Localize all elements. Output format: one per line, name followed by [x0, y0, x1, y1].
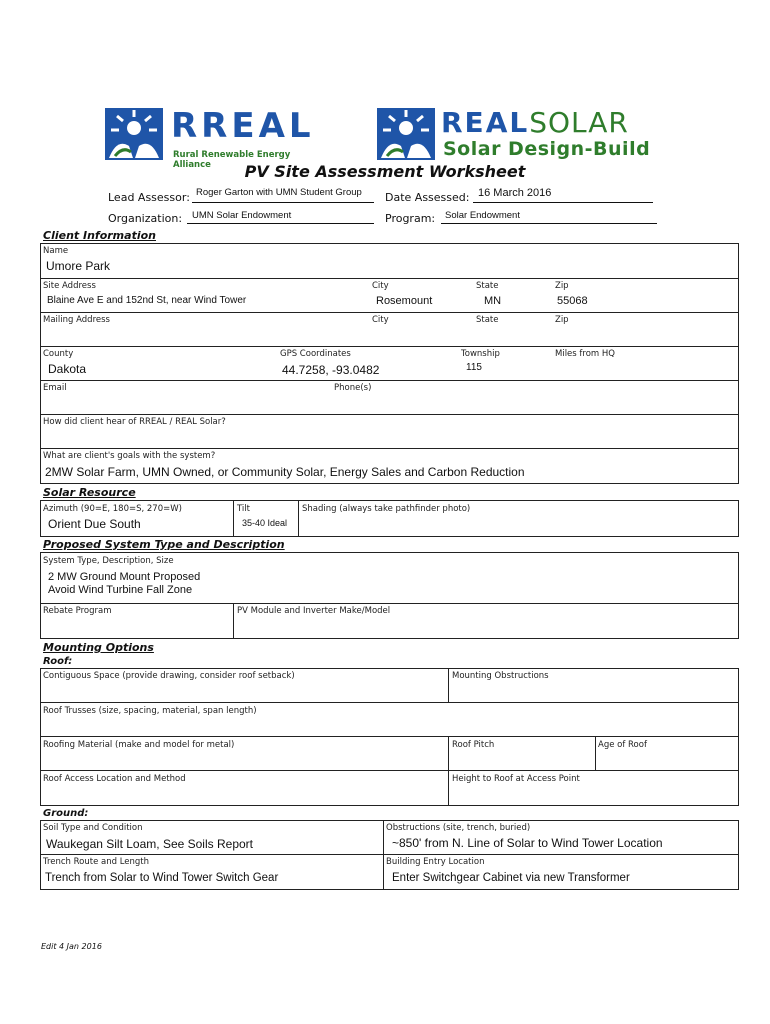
rebate-divider: [233, 603, 234, 639]
solar-resource-heading: Solar Resource: [43, 486, 136, 499]
email-label: Email: [43, 383, 67, 393]
organization-label: Organization:: [108, 212, 183, 225]
soil-label: Soil Type and Condition: [43, 823, 143, 833]
proposed-system-heading: Proposed System Type and Description: [43, 538, 285, 551]
roofing-material-label: Roofing Material (make and model for metal): [43, 740, 235, 750]
building-entry-value[interactable]: Enter Switchgear Cabinet via new Transformer: [392, 872, 630, 884]
soil-value[interactable]: Waukegan Silt Loam, See Soils Report: [46, 837, 253, 851]
client-information-heading: Client Information: [43, 229, 156, 242]
goals-label: What are client's goals with the system?: [43, 451, 216, 461]
azimuth-value[interactable]: Orient Due South: [48, 517, 141, 531]
building-entry-label: Building Entry Location: [386, 857, 485, 867]
roof-heading: Roof:: [43, 656, 73, 667]
site-address-value[interactable]: Blaine Ave E and 152nd St, near Wind Tower: [47, 295, 247, 306]
site-address-label: Site Address: [43, 281, 96, 291]
realsolar-logo: [377, 106, 651, 162]
how-heard-label: How did client hear of RREAL / REAL Solar?: [43, 417, 226, 427]
mounting-obstructions-label: Mounting Obstructions: [452, 671, 549, 681]
sun-hands-icon: [105, 108, 163, 160]
ground-obstructions-value[interactable]: ~850' from N. Line of Solar to Wind Tower Location: [392, 836, 663, 850]
client-name-value[interactable]: Umore Park: [46, 259, 111, 273]
trench-label: Trench Route and Length: [43, 857, 150, 867]
tilt-divider: [233, 500, 234, 537]
mounting-options-heading: Mounting Options: [43, 641, 154, 654]
site-zip-value[interactable]: 55068: [557, 295, 588, 307]
organization-value[interactable]: UMN Solar Endowment: [192, 210, 292, 221]
roof-age-label: Age of Roof: [598, 740, 647, 750]
mailing-state-label: State: [476, 315, 499, 325]
trench-value[interactable]: Trench from Solar to Wind Tower Switch Gear: [45, 872, 279, 884]
realsolar-tagline: Solar Design-Build: [443, 138, 651, 160]
shading-label: Shading (always take pathfinder photo): [302, 504, 471, 514]
roof-pitch-label: Roof Pitch: [452, 740, 495, 750]
date-assessed-label: Date Assessed:: [385, 191, 470, 204]
roof-access-label: Roof Access Location and Method: [43, 774, 186, 784]
realsolar-solar: SOLAR: [529, 106, 629, 139]
phone-label: Phone(s): [334, 383, 372, 393]
contiguous-divider: [448, 668, 449, 703]
azimuth-label: Azimuth (90=E, 180=S, 270=W): [43, 504, 182, 514]
mailing-address-row[interactable]: [40, 312, 739, 347]
county-label: County: [43, 349, 74, 359]
township-value[interactable]: 115: [466, 362, 482, 373]
county-row[interactable]: [40, 346, 739, 381]
site-city-label: City: [372, 281, 389, 291]
county-value[interactable]: Dakota: [48, 362, 87, 376]
contiguous-label: Contiguous Space (provide drawing, consider roof setback): [43, 671, 295, 681]
site-zip-label: Zip: [555, 281, 569, 291]
rreal-tagline: Rural Renewable Energy Alliance: [173, 150, 291, 170]
roof-height-label: Height to Roof at Access Point: [452, 774, 580, 784]
realsolar-wordmark: [441, 106, 629, 139]
system-type-value-2[interactable]: Avoid Wind Turbine Fall Zone: [48, 584, 193, 596]
mailing-zip-label: Zip: [555, 315, 569, 325]
client-name-row[interactable]: [40, 243, 739, 279]
site-city-value[interactable]: Rosemount: [376, 295, 433, 307]
edit-date-footer: Edit 4 Jan 2016: [41, 942, 102, 951]
shading-divider: [298, 500, 299, 537]
pv-module-label: PV Module and Inverter Make/Model: [237, 606, 391, 616]
roof-access-divider: [448, 770, 449, 806]
program-value[interactable]: Solar Endowment: [445, 210, 520, 221]
ground-obstructions-label: Obstructions (site, trench, buried): [386, 823, 531, 833]
sun-hands-icon: [377, 108, 435, 160]
site-state-label: State: [476, 281, 499, 291]
system-type-label: System Type, Description, Size: [43, 556, 174, 566]
site-state-value[interactable]: MN: [484, 295, 502, 307]
mailing-address-label: Mailing Address: [43, 315, 110, 325]
tilt-label: Tilt: [237, 504, 250, 514]
system-type-value-1[interactable]: 2 MW Ground Mount Proposed: [48, 571, 201, 583]
goals-value[interactable]: 2MW Solar Farm, UMN Owned, or Community Solar, Energy Sales and Carbon Reduction: [45, 465, 525, 479]
rebate-label: Rebate Program: [43, 606, 112, 616]
date-assessed-value[interactable]: 16 March 2016: [478, 187, 552, 199]
tilt-value[interactable]: 35-40 Ideal: [242, 518, 288, 528]
lead-assessor-value[interactable]: Roger Garton with UMN Student Group: [196, 187, 362, 198]
township-label: Township: [461, 349, 500, 359]
program-label: Program:: [385, 212, 436, 225]
email-row[interactable]: [40, 380, 739, 415]
roof-trusses-label: Roof Trusses (size, spacing, material, span length): [43, 706, 257, 716]
gps-label: GPS Coordinates: [280, 349, 351, 359]
realsolar-real: REAL: [441, 106, 530, 139]
miles-from-hq-label: Miles from HQ: [555, 349, 615, 359]
roof-pitch-divider: [448, 736, 449, 771]
ground-heading: Ground:: [43, 808, 89, 819]
rreal-wordmark: RREAL: [171, 106, 315, 146]
lead-assessor-label: Lead Assessor:: [108, 191, 190, 204]
page-title: PV Site Assessment Worksheet: [244, 162, 526, 181]
gps-value[interactable]: 44.7258, -93.0482: [282, 363, 380, 377]
roof-age-divider: [595, 736, 596, 771]
client-name-label: Name: [43, 246, 69, 256]
rreal-logo: [105, 106, 325, 170]
mailing-city-label: City: [372, 315, 389, 325]
